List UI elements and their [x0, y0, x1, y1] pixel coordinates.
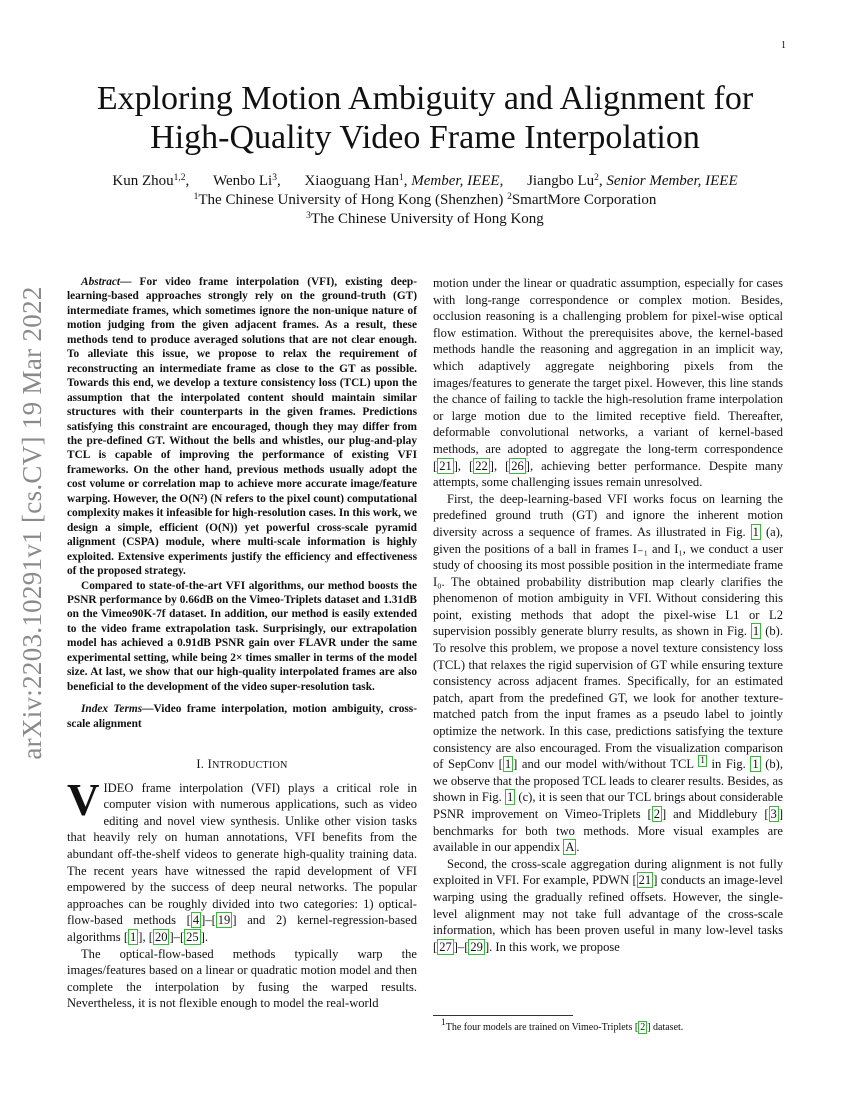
paper-title: Exploring Motion Ambiguity and Alignment for High-Quality Video Frame Interpolation [96, 80, 754, 156]
footnote: $^1$The four models are trained on Vimeo-Triplets [ 2 ] dataset. [441, 1018, 684, 1033]
citation-link[interactable]: 19 [217, 913, 231, 928]
author: Xiaoguang Han$^1$, Member, IEEE, [304, 173, 504, 189]
appendix-link[interactable]: A [565, 840, 575, 855]
intro-p1: VIDEO frame interpolation (VFI) plays a critical role in computer vision with numerous applications, such as video editing and novel view synthesis. Unlike other vision tasks that heavily rely on human annotations, VFI benefits from the abundant off-the-shelf videos to generate high-quality training data. The recent years have witnessed the rapid development of VFI empowered by the success of deep neural networks. The popular approaches can be roughly divided into two categories: 1) optical-flow-based methods [ 4 ]–[ 19 ] and 2) kernel-regression-based algorithms [ 1 ], [ 20 ]–[ 25 ]. [67, 774, 417, 944]
figure-link[interactable]: 1 [752, 624, 760, 639]
dropcap: V [67, 774, 100, 825]
citation-link[interactable]: 1 [130, 929, 137, 944]
citation-link[interactable]: 3 [770, 807, 777, 821]
abstract [67, 275, 417, 694]
citation-link[interactable]: 20 [154, 929, 168, 944]
affiliation-line-2: $^3$The Chinese University of Hong Kong [306, 211, 544, 227]
citation-link[interactable]: 26 [511, 458, 524, 473]
arxiv-stamp: arXiv:2203.10291v1 [cs.CV] 19 Mar 2022 [17, 286, 47, 760]
intro-p2-start: The optical-flow-based methods typically warp the images/features based on a linear or quadratic motion model and then complete the interpolation by fusing the warped results. Nevertheless, it is not flexible enough to model the real-world [67, 946, 417, 1011]
section-heading: I. INTRODUCTION [196, 757, 288, 772]
citation-link[interactable]: 29 [470, 939, 483, 954]
author: Jiangbo Lu$^2$, Senior Member, IEEE [527, 173, 738, 189]
left-column [67, 275, 417, 1012]
right-column [433, 275, 783, 955]
author: Kun Zhou$^{1,2}$, [112, 173, 190, 189]
citation-link[interactable]: 2 [640, 1022, 646, 1033]
intro-p3: First, the deep-learning-based VFI works focus on learning the predefined ground truth (GT) and ignore the inherent motion diversity across a sequence of frames. As illustrated in Fig. 1 (a), given the positions of a ball in frames I₋₁ and I₁, we conduct a user study of choosing its most possible position in the intermediate frame I₀. The obtained probability distribution map clearly clarifies the phenomenon of motion ambiguity in VFI. Without considering this point, existing methods that adopt the pixel-wise L1 or L2 supervision possibly generate blurry results, as shown in Fig. 1 (b). To resolve this problem, we propose a novel texture consistency loss (TCL) that relaxes the rigid supervision of GT while ensuring texture consistency across adjacent frames. Specifically, for an estimated patch, apart from the predefined GT, we look for another texture-matched patch from the input frames as a pseudo label to jointly optimize the network. In this case, predictions satisfying the texture consistency are also encouraged. From the visualization comparison of SepConv [ 1 ] and our model with/without TCL $^1$ in Fig. 1 (b), we observe that the proposed TCL leads to clearer results. Besides, as shown in Fig. 1 (c), it is seen that our TCL brings about considerable PSNR improvement on Vimeo-Triplets [ 2 ] and Middlebury [ 3 ] benchmarks for both two methods. More visual examples are available in our appendix A . [433, 491, 784, 855]
citation-link[interactable]: 27 [439, 939, 452, 954]
citation-link[interactable]: 1 [504, 757, 512, 772]
abstract-p1: Abstract— For video frame interpolation (VFI), existing deep-learning-based approaches strongly rely on the ground-truth (GT) intermediate frames, which sometimes ignore the non-unique nature of motion judging from the given adjacent frames. As a result, these methods tend to produce averaged solutions that are not clear enough. To alleviate this issue, we propose to relax the requirement of reconstructing an intermediate frame as close to the GT as possible. Towards this end, we develop a texture consistency loss (TCL) upon the assumption that the interpolated content should maintain similar structures with their counterparts in the given frames. Predictions satisfying this constraint are encouraged, though they may differ from the pre-defined GT. Without the bells and whistles, our plug-and-play TCL is capable of improving the performance of existing VFI frameworks. On the other hand, previous methods usually adopt the cost volume or correlation map to achieve more accurate image/feature warping. However, the O(N²) (N refers to the pixel count) computational complexity makes it infeasible for high-resolution cases. In this work, we design a simple, efficient (O(N)) yet powerful cross-scale pyramid alignment (CSPA) module, where multi-scale information is highly exploited. Extensive experiments justify the efficiency and effectiveness of the proposed strategy. [67, 276, 417, 578]
intro-p4: Second, the cross-scale aggregation during alignment is not fully exploited in VFI. For example, PDWN [ 21 ] conducts an image-level warping using the gradually refined offsets. However, the single-level alignment may not take full advantage of the cross-scale information, which has been proven useful in many low-level tasks [ 27 ]–[ 29 ]. In this work, we propose [433, 856, 783, 954]
author-list [60, 172, 790, 191]
footnote-link[interactable]: 1 [700, 756, 705, 767]
citation-link[interactable]: 21 [638, 873, 652, 888]
citation-link[interactable]: 22 [475, 458, 488, 473]
figure-link[interactable]: 1 [506, 790, 514, 805]
footnote-rule [433, 1015, 573, 1016]
abstract-p2: Compared to state-of-the-art VFI algorithms, our method boosts the PSNR performance by 0.66dB on the Vimeo-Triplets dataset and 1.31dB on the Vimeo90K-7f dataset. In addition, our method is easily extended to the video frame extrapolation task. Surprisingly, our extrapolation model has achieved a 0.91dB PSNR gain over FLAVR under the same experimental setting, while being 2× times smaller in terms of the model size. At last, we show that our high-quality interpolated frames are also beneficial to the development of the video super-resolution task. [67, 579, 417, 693]
index-terms: Index Terms—Video frame interpolation, motion ambiguity, cross-scale alignment [67, 703, 417, 730]
citation-link[interactable]: 4 [192, 913, 200, 928]
figure-link[interactable]: 1 [752, 524, 759, 539]
affiliation-line-1: $^1$The Chinese University of Hong Kong (Shenzhen) $^2$SmartMore Corporation [193, 192, 657, 208]
citation-link[interactable]: 21 [439, 458, 452, 473]
citation-link[interactable]: 25 [186, 929, 199, 944]
figure-link[interactable]: 1 [752, 757, 759, 772]
page-number: 1 [781, 40, 786, 51]
citation-link[interactable]: 2 [653, 807, 660, 821]
intro-p2-cont: motion under the linear or quadratic assumption, especially for cases with long-range correspondence or complex motion. Besides, occlusion reasoning is a challenging problem for pixel-wise optical flow estimation. Without the prerequisites above, the kernel-based methods handle the reasoning and aggregation in an implicit way, which adaptively aggregate neighboring pixels from the images/features to generate the target pixel. However, this line stands the chance of failing to tackle the high-resolution frame interpolation or large motion due to the limited receptive field. Thereafter, deformable convolutional networks, a variant of kernel-based methods, are adopted to aggregate the long-term correspondence [ 21 ], [ 22 ], [ 26 ], achieving better performance. Despite many attempts, some challenging issues remain unresolved. [433, 276, 783, 490]
author: Wenbo Li$^3$, [213, 173, 281, 189]
